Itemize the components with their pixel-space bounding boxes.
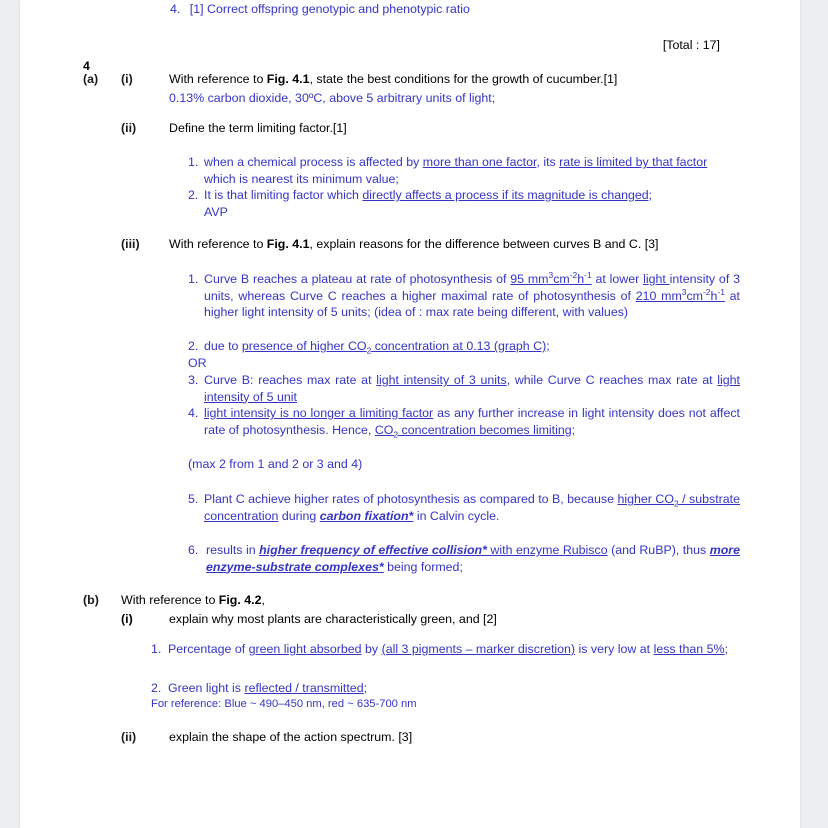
part-a-iii-point-1	[188, 271, 740, 321]
part-a-i-prompt	[169, 71, 743, 88]
seg-underline: light	[643, 272, 670, 286]
or-divider: OR	[188, 356, 207, 370]
seg-plain: ;	[724, 642, 728, 656]
seg-underline	[241, 339, 550, 356]
seg-plain: (and RuBP), thus	[607, 543, 710, 557]
point-number: 2.	[188, 188, 199, 202]
prompt-post: , state the best conditions for the growth of cucumber.[1]	[309, 72, 618, 86]
prompt-pre: With reference to	[121, 593, 219, 607]
seg-u-b: concentration becomes limiting;	[398, 422, 576, 437]
seg-underline: less than 5%	[653, 642, 725, 656]
seg-plain: results in	[206, 543, 260, 557]
max-marks-note: (max 2 from 1 and 2 or 3 and 4)	[188, 457, 363, 471]
prompt-post: , explain reasons for the difference between curves B and C. [3]	[309, 237, 659, 251]
point-number: 5.	[188, 492, 199, 506]
seg-underline: green light absorbed	[248, 642, 362, 656]
seg-underline: (all 3 pigments – marker discretion)	[381, 642, 576, 656]
point-text	[204, 269, 740, 319]
seg-val: 210 mm	[635, 288, 682, 303]
part-b-label: (b)	[83, 593, 99, 607]
seg-plain: at lower	[591, 272, 644, 286]
seg-plain: Curve B: reaches max rate at	[204, 373, 377, 387]
part-a-i-answer: 0.13% carbon dioxide, 30ºC, above 5 arbitrary units of light;	[169, 90, 496, 105]
part-b-i-prompt: explain why most plants are characteristically green, and [2]	[169, 611, 497, 626]
seg-val: cm	[686, 288, 703, 303]
seg-plain: due to	[204, 339, 242, 353]
seg-plain: , while Curve C reaches max rate at	[506, 373, 718, 387]
seg-plain: Plant C achieve higher rates of photosynthesis as compared to B, because	[204, 492, 618, 506]
seg-underline: light intensity is no longer a limiting factor	[204, 406, 434, 420]
seg-plain: Percentage of	[168, 642, 249, 656]
seg-val: cm	[553, 272, 570, 286]
seg-plain: at higher light intensity of 5 units; (idea of : max rate being different, with values)	[204, 288, 740, 319]
point-text	[204, 188, 652, 202]
seg-underline: with enzyme Rubisco	[486, 543, 608, 557]
part-b-ii-roman: (ii)	[121, 730, 137, 744]
seg-val: h	[710, 288, 718, 303]
seg-plain: ;	[363, 681, 368, 695]
seg-u-a: higher CO	[617, 492, 674, 506]
sup: -1	[717, 286, 725, 297]
document-page	[20, 0, 800, 828]
point-text	[206, 543, 740, 574]
point-text	[204, 339, 550, 356]
part-a-iii	[83, 236, 748, 253]
point-number: 1.	[188, 155, 199, 169]
seg-underline: more than one factor	[422, 155, 537, 169]
part-a-ii-roman: (ii)	[121, 121, 137, 135]
part-a-ii-prompt: Define the term limiting factor.[1]	[169, 121, 347, 135]
seg-underline: directly affects a process if its magnitude is changed;	[362, 188, 653, 202]
part-a-ii-answers	[188, 154, 740, 220]
seg-val: h	[577, 272, 585, 286]
sup: -2	[569, 269, 578, 280]
seg-plain: by	[361, 642, 382, 656]
point-number: 2.	[188, 339, 199, 353]
seg-plain: , its	[536, 155, 560, 169]
total-marks: [Total : 17]	[662, 38, 720, 52]
point-text	[204, 492, 740, 523]
seg-u-a: CO	[374, 422, 394, 437]
part-b-i-roman: (i)	[121, 611, 133, 626]
part-a-iii-point-3	[188, 372, 740, 405]
part-a-iii-point-6	[188, 542, 740, 575]
seg-u-b: / substrate concentration	[204, 492, 741, 523]
prev-point-text: [1] Correct offspring genotypic and phenotypic ratio	[189, 2, 470, 16]
list-item	[188, 187, 740, 204]
sup: -1	[584, 269, 592, 280]
seg-plain: is very low at	[575, 642, 654, 656]
part-a-iii-point-5	[188, 491, 740, 524]
fig-reference: Fig. 4.1	[266, 72, 310, 86]
prompt-pre: With reference to	[169, 72, 267, 86]
sub: 2	[673, 498, 679, 509]
point-number: 1.	[188, 272, 199, 286]
key-term-carbon-fixation: carbon fixation*	[319, 508, 414, 523]
seg-plain: during	[278, 508, 320, 523]
question-number: 4	[83, 59, 90, 73]
part-a-iii-roman: (iii)	[121, 237, 140, 251]
point-text	[204, 155, 707, 186]
seg-plain: intensity of 3 units, whereas Curve C reaches a higher maximal rate of photosynthesis of	[204, 272, 740, 303]
part-a-iii-point-4	[188, 405, 740, 438]
fig-reference: Fig. 4.1	[266, 237, 310, 251]
seg-plain: which is nearest its minimum value;	[204, 171, 399, 186]
point-number: 4.	[188, 406, 199, 420]
point-text	[168, 681, 367, 695]
part-a-i-roman: (i)	[121, 72, 133, 86]
point-number: 2.	[151, 681, 162, 695]
part-a-ii	[83, 120, 743, 137]
sup: 3	[548, 269, 554, 280]
point-number: 3.	[188, 373, 199, 387]
part-b-i-point-2	[151, 680, 741, 697]
part-b	[83, 592, 743, 627]
sup: 3	[681, 286, 687, 297]
previous-question-point	[170, 1, 770, 18]
point-text	[204, 373, 740, 404]
prompt-post: ,	[261, 593, 265, 607]
seg-underline: light intensity of 5 unit	[204, 373, 740, 404]
part-b-ii	[83, 729, 743, 746]
seg-plain: when a chemical process is affected by	[204, 155, 423, 169]
seg-underline	[375, 423, 575, 437]
sub: 2	[393, 428, 399, 439]
part-a-label: (a)	[83, 72, 99, 86]
part-a-i	[83, 71, 743, 106]
point-number: 1.	[151, 642, 162, 656]
prev-point-number: 4.	[170, 2, 181, 16]
sub: 2	[366, 345, 372, 356]
seg-plain: in Calvin cycle.	[413, 508, 500, 523]
seg-plain: being formed;	[383, 559, 463, 574]
key-term-effective-collision: higher frequency of effective collision*	[259, 543, 487, 557]
seg-val: 95 mm	[510, 272, 549, 286]
seg-plain: as any further increase in light intensity does not affect rate of photosynthesis. Hence,	[204, 406, 740, 437]
part-b-ii-prompt: explain the shape of the action spectrum. [3]	[169, 730, 413, 744]
seg-underline: light intensity of 3 units	[376, 373, 507, 387]
reference-note: For reference: Blue ~ 490–450 nm, red ~ 635-700 nm	[151, 698, 417, 710]
seg-plain: Curve B reaches a plateau at rate of photosynthesis of	[204, 272, 511, 286]
fig-reference: Fig. 4.2	[218, 593, 262, 607]
seg-underline: rate is limited by that factor	[559, 155, 708, 169]
value-95	[510, 269, 592, 286]
part-b-i-point-1	[151, 641, 741, 658]
list-item	[188, 154, 740, 187]
avp-note: AVP	[204, 204, 228, 219]
key-term-enzyme-substrate-complexes: more enzyme-substrate complexes*	[206, 543, 740, 574]
seg-plain: Green light is	[168, 681, 245, 695]
prompt-pre: With reference to	[169, 237, 267, 251]
part-a-iii-prompt	[169, 236, 748, 253]
value-210	[635, 286, 725, 303]
seg-u-b: concentration at 0.13 (graph C);	[371, 339, 550, 353]
point-text	[204, 406, 740, 437]
point-text	[168, 642, 728, 656]
part-b-prompt	[121, 592, 743, 609]
point-number: 6.	[188, 543, 199, 557]
part-a-iii-point-2	[188, 338, 740, 355]
answer-list	[188, 154, 740, 204]
seg-plain: It is that limiting factor which	[204, 188, 363, 202]
sup: -2	[703, 286, 711, 297]
seg-underline: reflected / transmitted	[244, 681, 364, 695]
seg-u-a: presence of higher CO	[241, 339, 367, 353]
